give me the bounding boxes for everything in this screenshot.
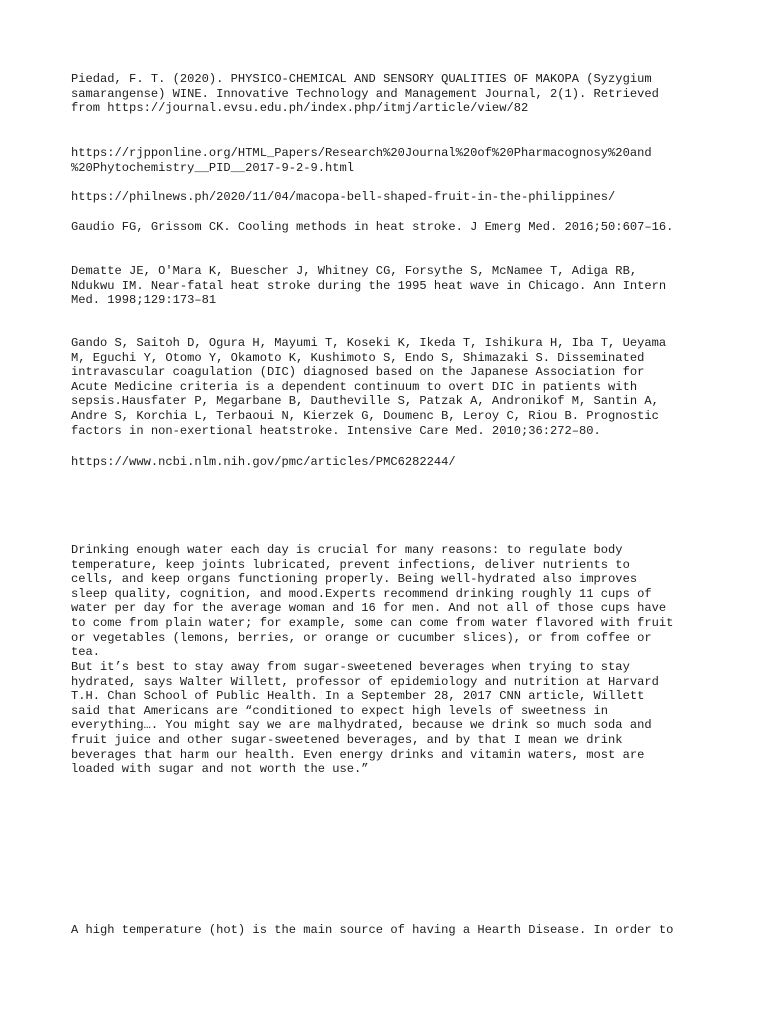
reference-ncbi-url: https://www.ncbi.nlm.nih.gov/pmc/articles/PMC6282244/ <box>71 455 456 469</box>
reference-gando-hausfater: Gando S, Saitoh D, Ogura H, Mayumi T, Koseki K, Ikeda T, Ishikura H, Iba T, Ueyama M, Eguchi Y, Otomo Y, Okamoto K, Kushimoto S, Endo S, Shimazaki S. Disseminated intravascular coagulation (DIC) diagnosed based on the Japanese Association for Acute Medicine criteria is a dependent continuum to overt DIC in patients with sepsis.Hausfater P, Megarbane B, Dautheville S, Patzak A, Andronikof M, Santin A, Andre S, Korchia L, Terbaoui N, Kierzek G, Doumenc B, Leroy C, Riou B. Prognostic factors in non-exertional heatstroke. Intensive Care Med. 2010;36:272–80. <box>71 336 667 438</box>
willett-quote-paragraph: But it’s best to stay away from sugar-sweetened beverages when trying to stay hydrated, says Walter Willett, professor of epidemiology and nutrition at Harvard T.H. Chan School of Public Health. In a September 28, 2017 CNN article, Willett said that Americans are “conditioned to expect high levels of sweetness in everything…. You might say we are malhydrated, because we drink so much soda and fruit juice and other sugar-sweetened beverages, and by that I mean we drink beverages that harm our health. Even energy drinks and vitamin waters, most are loaded with sugar and not worth the use.” <box>71 660 659 777</box>
hydration-paragraph: Drinking enough water each day is crucial for many reasons: to regulate body temperature, keep joints lubricated, prevent infections, deliver nutrients to cells, and keep organs functioning properly. Being well-hydrated also improves sleep quality, cognition, and mood.Experts recommend drinking roughly 11 cups of water per day for the average woman and 16 for men. And not all of those cups have to come from plain water; for example, some can come from water flavored with fruit or vegetables (lemons, berries, or orange or cucumber slices), or from coffee or tea. <box>71 543 674 660</box>
reference-philnews-url: https://philnews.ph/2020/11/04/macopa-bell-shaped-fruit-in-the-philippines/ <box>71 190 616 204</box>
reference-rjpponline-url: https://rjpponline.org/HTML_Papers/Research%20Journal%20of%20Pharmacognosy%20and %20Phytochemistry__PID__2017-9-2-9.html <box>71 146 652 175</box>
reference-piedad-2020: Piedad, F. T. (2020). PHYSICO-CHEMICAL AND SENSORY QUALITIES OF MAKOPA (Syzygium samarangense) WINE. Innovative Technology and Management Journal, 2(1). Retrieved from https://journal.evsu.edu.ph/index.php/itmj/article/view/82 <box>71 72 659 116</box>
heart-disease-paragraph: A high temperature (hot) is the main source of having a Hearth Disease. In order to <box>71 923 674 937</box>
reference-gaudio-2016: Gaudio FG, Grissom CK. Cooling methods in heat stroke. J Emerg Med. 2016;50:607–16. <box>71 220 674 234</box>
reference-dematte-1998: Dematte JE, O'Mara K, Buescher J, Whitney CG, Forsythe S, McNamee T, Adiga RB, Ndukwu IM. Near-fatal heat stroke during the 1995 heat wave in Chicago. Ann Intern Med. 1998;129:173–81 <box>71 264 667 308</box>
